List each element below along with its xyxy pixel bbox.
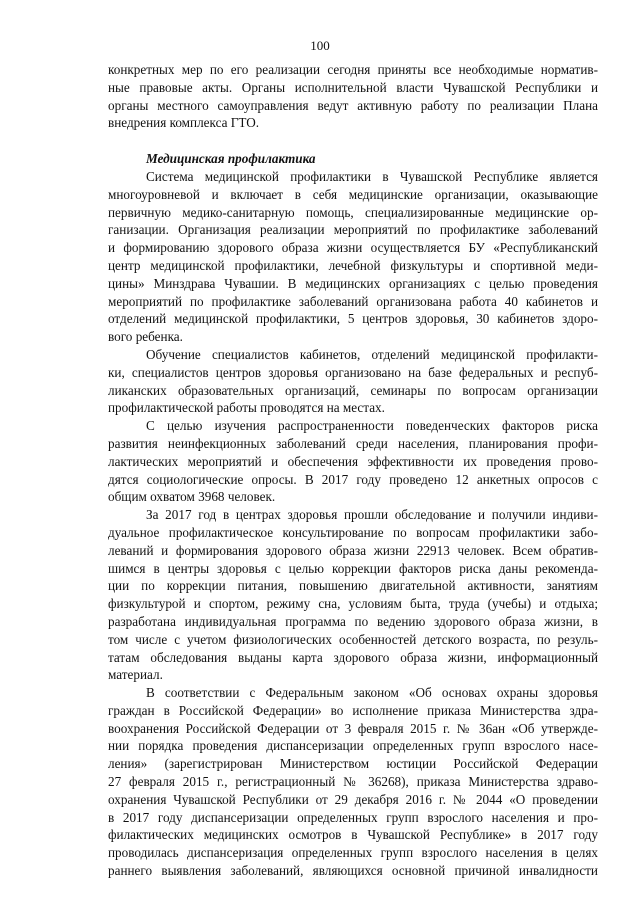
text-line: филактических медицинских осмотров в Чувашской Республике» в 2017 году — [108, 827, 598, 843]
text-line: ганизации. Организация реализации мероприятий по профилактике заболеваний — [108, 222, 598, 238]
text-line: общим охватом 3968 человек. — [108, 489, 276, 505]
text-line: отделений медицинской профилактики, 5 центров здоровья, 30 кабинетов здоро- — [108, 311, 598, 327]
text-line: раннего выявления заболеваний, являющихся основной причиной инвалидности — [108, 863, 598, 879]
text-line: 27 февраля 2015 г., регистрационный № 36268), приказа Министерства здраво- — [108, 774, 598, 790]
text-line: татам обследования выданы карта здорового образа жизни, информационный — [108, 649, 598, 665]
text-line: материал. — [108, 667, 163, 683]
text-line: развития неинфекционных заболеваний среди населения, планирования профи- — [108, 435, 598, 451]
text-line: леваний и формирования здорового образа жизни 22913 человек. Всем обратив- — [108, 542, 598, 558]
paragraph-4 — [108, 506, 598, 684]
text-line: проводилась диспансеризация определенных групп взрослого населения в целях — [108, 845, 598, 861]
text-line: и формированию здорового образа жизни осуществляется БУ «Республиканский — [108, 240, 598, 256]
section-spacer — [108, 132, 598, 150]
text-line: внедрения комплекса ГТО. — [108, 115, 260, 131]
paragraph-2 — [108, 346, 598, 417]
text-line: дуальное профилактическое консультирование по вопросам профилактики забо- — [108, 524, 598, 540]
text-line: Система медицинской профилактики в Чувашской Республике является — [146, 168, 598, 184]
text-line: разработана индивидуальная программа по ведению здорового образа жизни, в — [108, 613, 598, 629]
text-line: том числе с учетом физиологических особенностей детского возраста, по резуль- — [108, 631, 598, 647]
text-line: В соответствии с Федеральным законом «Об основах охраны здоровья — [146, 685, 598, 701]
text-line: ликанских образовательных организаций, семинары по вопросам организации — [108, 382, 598, 398]
text-line: ные правовые акты. Органы исполнительной власти Чувашской Республики и — [108, 79, 598, 95]
text-line: в 2017 году диспансеризации определенных групп взрослого населения и про- — [108, 809, 598, 825]
text-line: ции по коррекции питания, повышению двигательной активности, занятиям — [108, 578, 598, 594]
text-line: цины» Минздрава Чувашии. В медицинских организациях с целью проведения — [108, 275, 598, 291]
text-line: Обучение специалистов кабинетов, отделений медицинской профилакти- — [146, 346, 598, 362]
text-line: органы местного самоуправления ведут активную работу по реализации Плана — [108, 97, 598, 113]
text-line: лактических мероприятий и обеспечения эффективности их проведения прово- — [108, 453, 598, 469]
text-line: многоуровневой и включает в себя медицинские организации, оказывающие — [108, 186, 598, 202]
text-line: шимся в центры здоровья с целью коррекции факторов риска даны рекоменда- — [108, 560, 598, 576]
paragraph-3 — [108, 417, 598, 506]
text-line: профилактической работы проводятся на местах. — [108, 400, 385, 416]
intro-paragraph — [108, 61, 598, 132]
text-line: С целью изучения распространенности поведенческих факторов риска — [146, 418, 598, 434]
text-line: граждан в Российской Федерации» во исполнение приказа Министерства здра- — [108, 702, 598, 718]
section-heading: Медицинская профилактика — [146, 151, 316, 167]
text-line: первичную медико-санитарную помощь, специализированные медицинские ор- — [108, 204, 598, 220]
body-text — [108, 61, 598, 880]
text-line: охранения Чувашской Республики от 29 декабря 2016 г. № 2044 «О проведении — [108, 791, 598, 807]
page-number: 100 — [310, 38, 330, 53]
text-line: мероприятий по профилактике заболеваний организована работа 40 кабинетов и — [108, 293, 598, 309]
text-line: вого ребенка. — [108, 329, 183, 345]
text-line: За 2017 год в центрах здоровья прошли обследование и получили индиви- — [146, 507, 598, 523]
text-line: центр медицинской профилактики, лечебной физкультуры и спортивной меди- — [108, 257, 598, 273]
text-line: ления» (зарегистрирован Министерством юстиции Российской Федерации — [108, 756, 598, 772]
text-line: физкультурой и спортом, режиму сна, условиям быта, труда (учебы) и отдыха; — [108, 596, 598, 612]
text-line: ки, специалистов центров здоровья организовано на базе федеральных и респуб- — [108, 364, 598, 380]
paragraph-5 — [108, 684, 598, 880]
text-line: воохранения Российской Федерации от 3 февраля 2015 г. № 36ан «Об утвержде- — [108, 720, 598, 736]
text-line: нии порядка проведения диспансеризации определенных групп взрослого насе- — [108, 738, 598, 754]
paragraph-1 — [108, 168, 598, 346]
text-line: конкретных мер по его реализации сегодня приняты все необходимые норматив- — [108, 62, 598, 77]
text-line: дятся социологические опросы. В 2017 году проведено 12 анкетных опросов с — [108, 471, 598, 487]
